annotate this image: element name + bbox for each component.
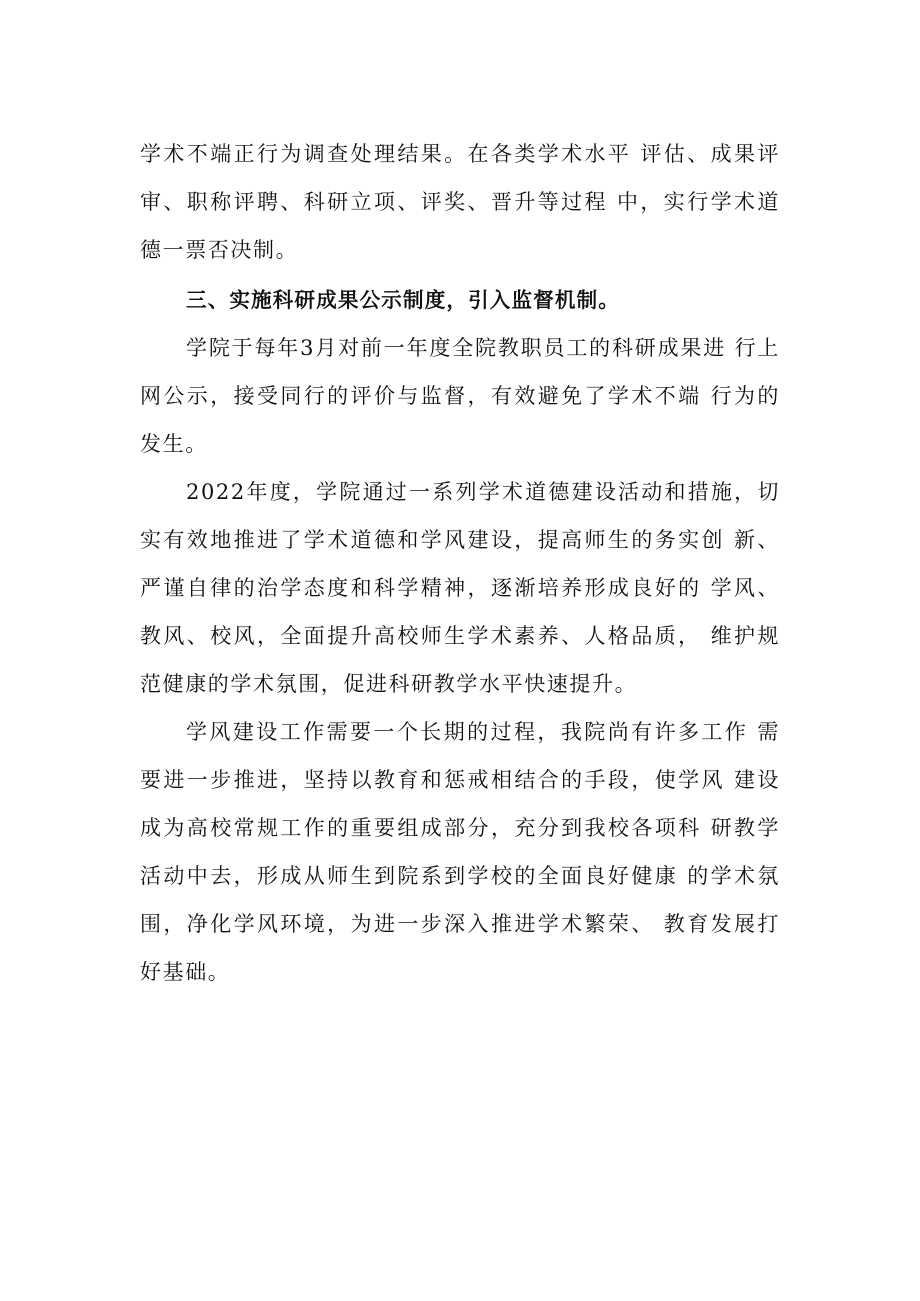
section-heading: 三、实施科研成果公示制度，引入监督机制。 <box>186 288 620 312</box>
paragraph-continuation: 学术不端正行为调查处理结果。在各类学术水平 评估、成果评审、职称评聘、科研立项、评奖、晋升等过程 中，实行学术道德一票否决制。 <box>140 142 780 262</box>
paragraph-annual-summary: 2022年度，学院通过一系列学术道德建设活动和措施，切实有效地推进了学术道德和学风建设，提高师生的务实创 新、严谨自律的治学态度和科学精神，逐渐培养形成良好的 学风、教风、校风，全面提升高校师生学术素养、人格品质， 维护规范健康的学术氛围，促进科研教学水平快速提升。 <box>140 480 780 696</box>
document-body <box>140 130 780 996</box>
paragraph-publicity: 学院于每年3月对前一年度全院教职员工的科研成果进 行上网公示，接受同行的评价与监督，有效避免了学术不端 行为的发生。 <box>140 336 780 456</box>
paragraph-long-term: 学风建设工作需要一个长期的过程，我院尚有许多工作 需要进一步推进，坚持以教育和惩戒相结合的手段，使学风 建设成为高校常规工作的重要组成部分，充分到我校各项科 研教学活动中去，形成从师生到院系到学校的全面良好健康 的学术氛围，净化学风环境，为进一步深入推进学术繁荣、 教育发展打好基础。 <box>140 720 780 984</box>
